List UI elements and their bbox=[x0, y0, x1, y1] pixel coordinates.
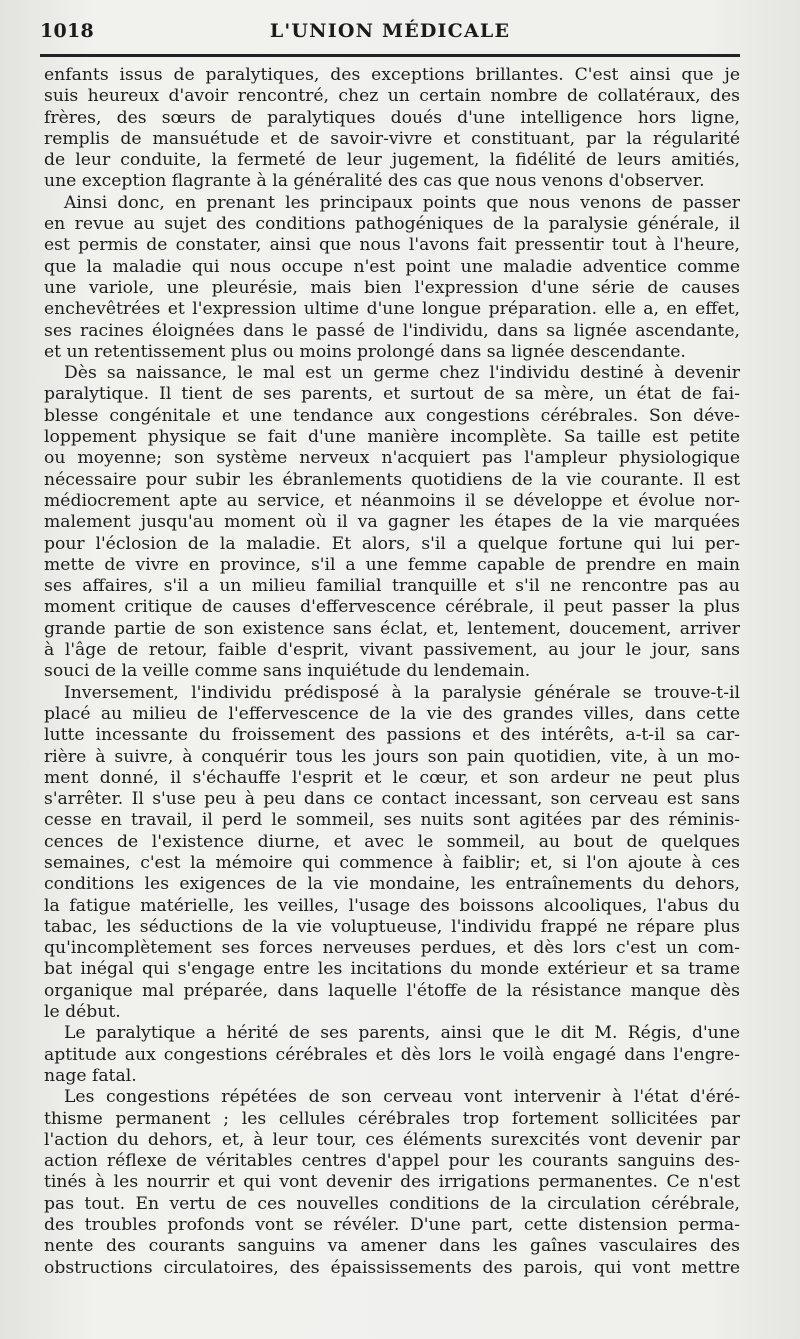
text-line: une exception flagrante à la généralité des cas que nous venons d'observer. bbox=[44, 171, 705, 192]
text-line: rière à suivre, à conquérir tous les jours son pain quotidien, vite, à un mo- bbox=[44, 746, 740, 767]
text-line: le début. bbox=[44, 1002, 121, 1023]
text-line: pour l'éclosion de la maladie. Et alors, s'il a quelque fortune qui lui per- bbox=[44, 533, 740, 554]
page-header bbox=[40, 18, 740, 46]
header-rule bbox=[40, 54, 740, 57]
text-line: de leur conduite, la fermeté de leur jugement, la fidélité de leurs amitiés, bbox=[44, 150, 740, 171]
text-line: souci de la veille comme sans inquiétude du lendemain. bbox=[44, 661, 531, 682]
text-line: Les congestions répétées de son cerveau vont intervenir à l'état d'éré- bbox=[64, 1087, 740, 1108]
text-line: blesse congénitale et une tendance aux congestions cérébrales. Son déve- bbox=[44, 405, 740, 426]
text-line: que la maladie qui nous occupe n'est point une maladie adventice comme bbox=[44, 256, 740, 277]
text-line: tabac, les séductions de la vie voluptueuse, l'individu frappé ne répare plus bbox=[44, 916, 740, 937]
text-line: ou moyenne; son système nerveux n'acquiert pas l'ampleur physiologique bbox=[44, 448, 740, 469]
text-line: s'arrêter. Il s'use peu à peu dans ce contact incessant, son cerveau est sans bbox=[44, 789, 740, 810]
text-line: une variole, une pleurésie, mais bien l'expression d'une série de causes bbox=[44, 277, 740, 298]
text-line: l'action du dehors, et, à leur tour, ces éléments surexcités vont devenir par bbox=[44, 1129, 740, 1150]
text-line: organique mal préparée, dans laquelle l'étoffe de la résistance manque dès bbox=[44, 980, 740, 1001]
text-line: paralytique. Il tient de ses parents, et surtout de sa mère, un état de fai- bbox=[44, 384, 740, 405]
text-line: Ainsi donc, en prenant les principaux points que nous venons de passer bbox=[64, 192, 740, 213]
text-line: suis heureux d'avoir rencontré, chez un certain nombre de collatéraux, des bbox=[44, 86, 740, 107]
text-line: tinés à les nourrir et qui vont devenir des irrigations permanentes. Ce n'est bbox=[44, 1172, 740, 1193]
text-line: malement jusqu'au moment où il va gagner les étapes de la vie marquées bbox=[44, 512, 740, 533]
text-line: action réflexe de véritables centres d'appel pour les courants sanguins des- bbox=[44, 1151, 740, 1172]
text-line: obstructions circulatoires, des épaississements des parois, qui vont mettre bbox=[44, 1257, 740, 1278]
page-number: 1018 bbox=[40, 20, 95, 42]
text-line: aptitude aux congestions cérébrales et dès lors le voilà engagé dans l'engre- bbox=[44, 1044, 740, 1065]
text-line: pas tout. En vertu de ces nouvelles conditions de la circulation cérébrale, bbox=[44, 1193, 740, 1214]
text-line: lutte incessante du froissement des passions et des intérêts, a-t-il sa car- bbox=[44, 725, 740, 746]
body-text bbox=[44, 65, 740, 1279]
text-line: nécessaire pour subir les ébranlements quotidiens de la vie courante. Il est bbox=[44, 469, 740, 490]
text-line: semaines, c'est la mémoire qui commence à faiblir; et, si l'on ajoute à ces bbox=[44, 852, 740, 873]
text-line: placé au milieu de l'effervescence de la vie des grandes villes, dans cette bbox=[44, 703, 740, 724]
text-line: loppement physique se fait d'une manière incomplète. Sa taille est petite bbox=[44, 427, 740, 448]
text-line: cesse en travail, il perd le sommeil, ses nuits sont agitées par des réminis- bbox=[44, 810, 740, 831]
text-line: moment critique de causes d'effervescence cérébrale, il peut passer la plus bbox=[44, 597, 740, 618]
text-line: conditions les exigences de la vie mondaine, les entraînements du dehors, bbox=[44, 874, 740, 895]
text-line: frères, des sœurs de paralytiques doués d'une intelligence hors ligne, bbox=[44, 107, 740, 128]
text-line: bat inégal qui s'engage entre les incitations du monde extérieur et sa trame bbox=[44, 959, 740, 980]
text-line: la fatigue matérielle, les veilles, l'usage des boissons alcooliques, l'abus du bbox=[44, 895, 740, 916]
text-line: et un retentissement plus ou moins prolongé dans sa lignée descendante. bbox=[44, 341, 686, 362]
text-line: mette de vivre en province, s'il a une femme capable de prendre en main bbox=[44, 554, 740, 575]
text-line: est permis de constater, ainsi que nous l'avons fait pressentir tout à l'heure, bbox=[44, 235, 740, 256]
text-line: Inversement, l'individu prédisposé à la paralysie générale se trouve-t-il bbox=[64, 682, 740, 703]
text-line: enchevêtrées et l'expression ultime d'une longue préparation. elle a, en effet, bbox=[44, 299, 740, 320]
text-line: cences de l'existence diurne, et avec le sommeil, au bout de quelques bbox=[44, 831, 740, 852]
text-line: qu'incomplètement ses forces nerveuses perdues, et dès lors c'est un com- bbox=[44, 938, 740, 959]
text-line: Le paralytique a hérité de ses parents, ainsi que le dit M. Régis, d'une bbox=[64, 1023, 740, 1044]
text-line: des troubles profonds vont se révéler. D'une part, cette distension perma- bbox=[44, 1215, 740, 1236]
text-line: à l'âge de retour, faible d'esprit, vivant passivement, au jour le jour, sans bbox=[44, 640, 740, 661]
text-line: ment donné, il s'échauffe l'esprit et le cœur, et son ardeur ne peut plus bbox=[44, 767, 740, 788]
text-line: ses affaires, s'il a un milieu familial tranquille et s'il ne rencontre pas au bbox=[44, 576, 740, 597]
text-line: médiocrement apte au service, et néanmoins il se développe et évolue nor- bbox=[44, 490, 740, 511]
running-head: L'UNION MÉDICALE bbox=[269, 20, 511, 42]
text-line: ses racines éloignées dans le passé de l'individu, dans sa lignée ascendante, bbox=[44, 320, 740, 341]
text-line: enfants issus de paralytiques, des exceptions brillantes. C'est ainsi que je bbox=[44, 65, 740, 85]
text-line: remplis de mansuétude et de savoir-vivre et constituant, par la régularité bbox=[44, 128, 740, 149]
text-line: nage fatal. bbox=[44, 1065, 137, 1086]
text-line: nente des courants sanguins va amener dans les gaînes vasculaires des bbox=[44, 1236, 740, 1257]
text-line: grande partie de son existence sans éclat, et, lentement, doucement, arriver bbox=[44, 618, 740, 639]
text-line: thisme permanent ; les cellules cérébrales trop fortement sollicitées par bbox=[44, 1108, 740, 1129]
text-line: en revue au sujet des conditions pathogéniques de la paralysie générale, il bbox=[44, 214, 740, 235]
text-line: Dès sa naissance, le mal est un germe chez l'individu destiné à devenir bbox=[64, 363, 740, 384]
